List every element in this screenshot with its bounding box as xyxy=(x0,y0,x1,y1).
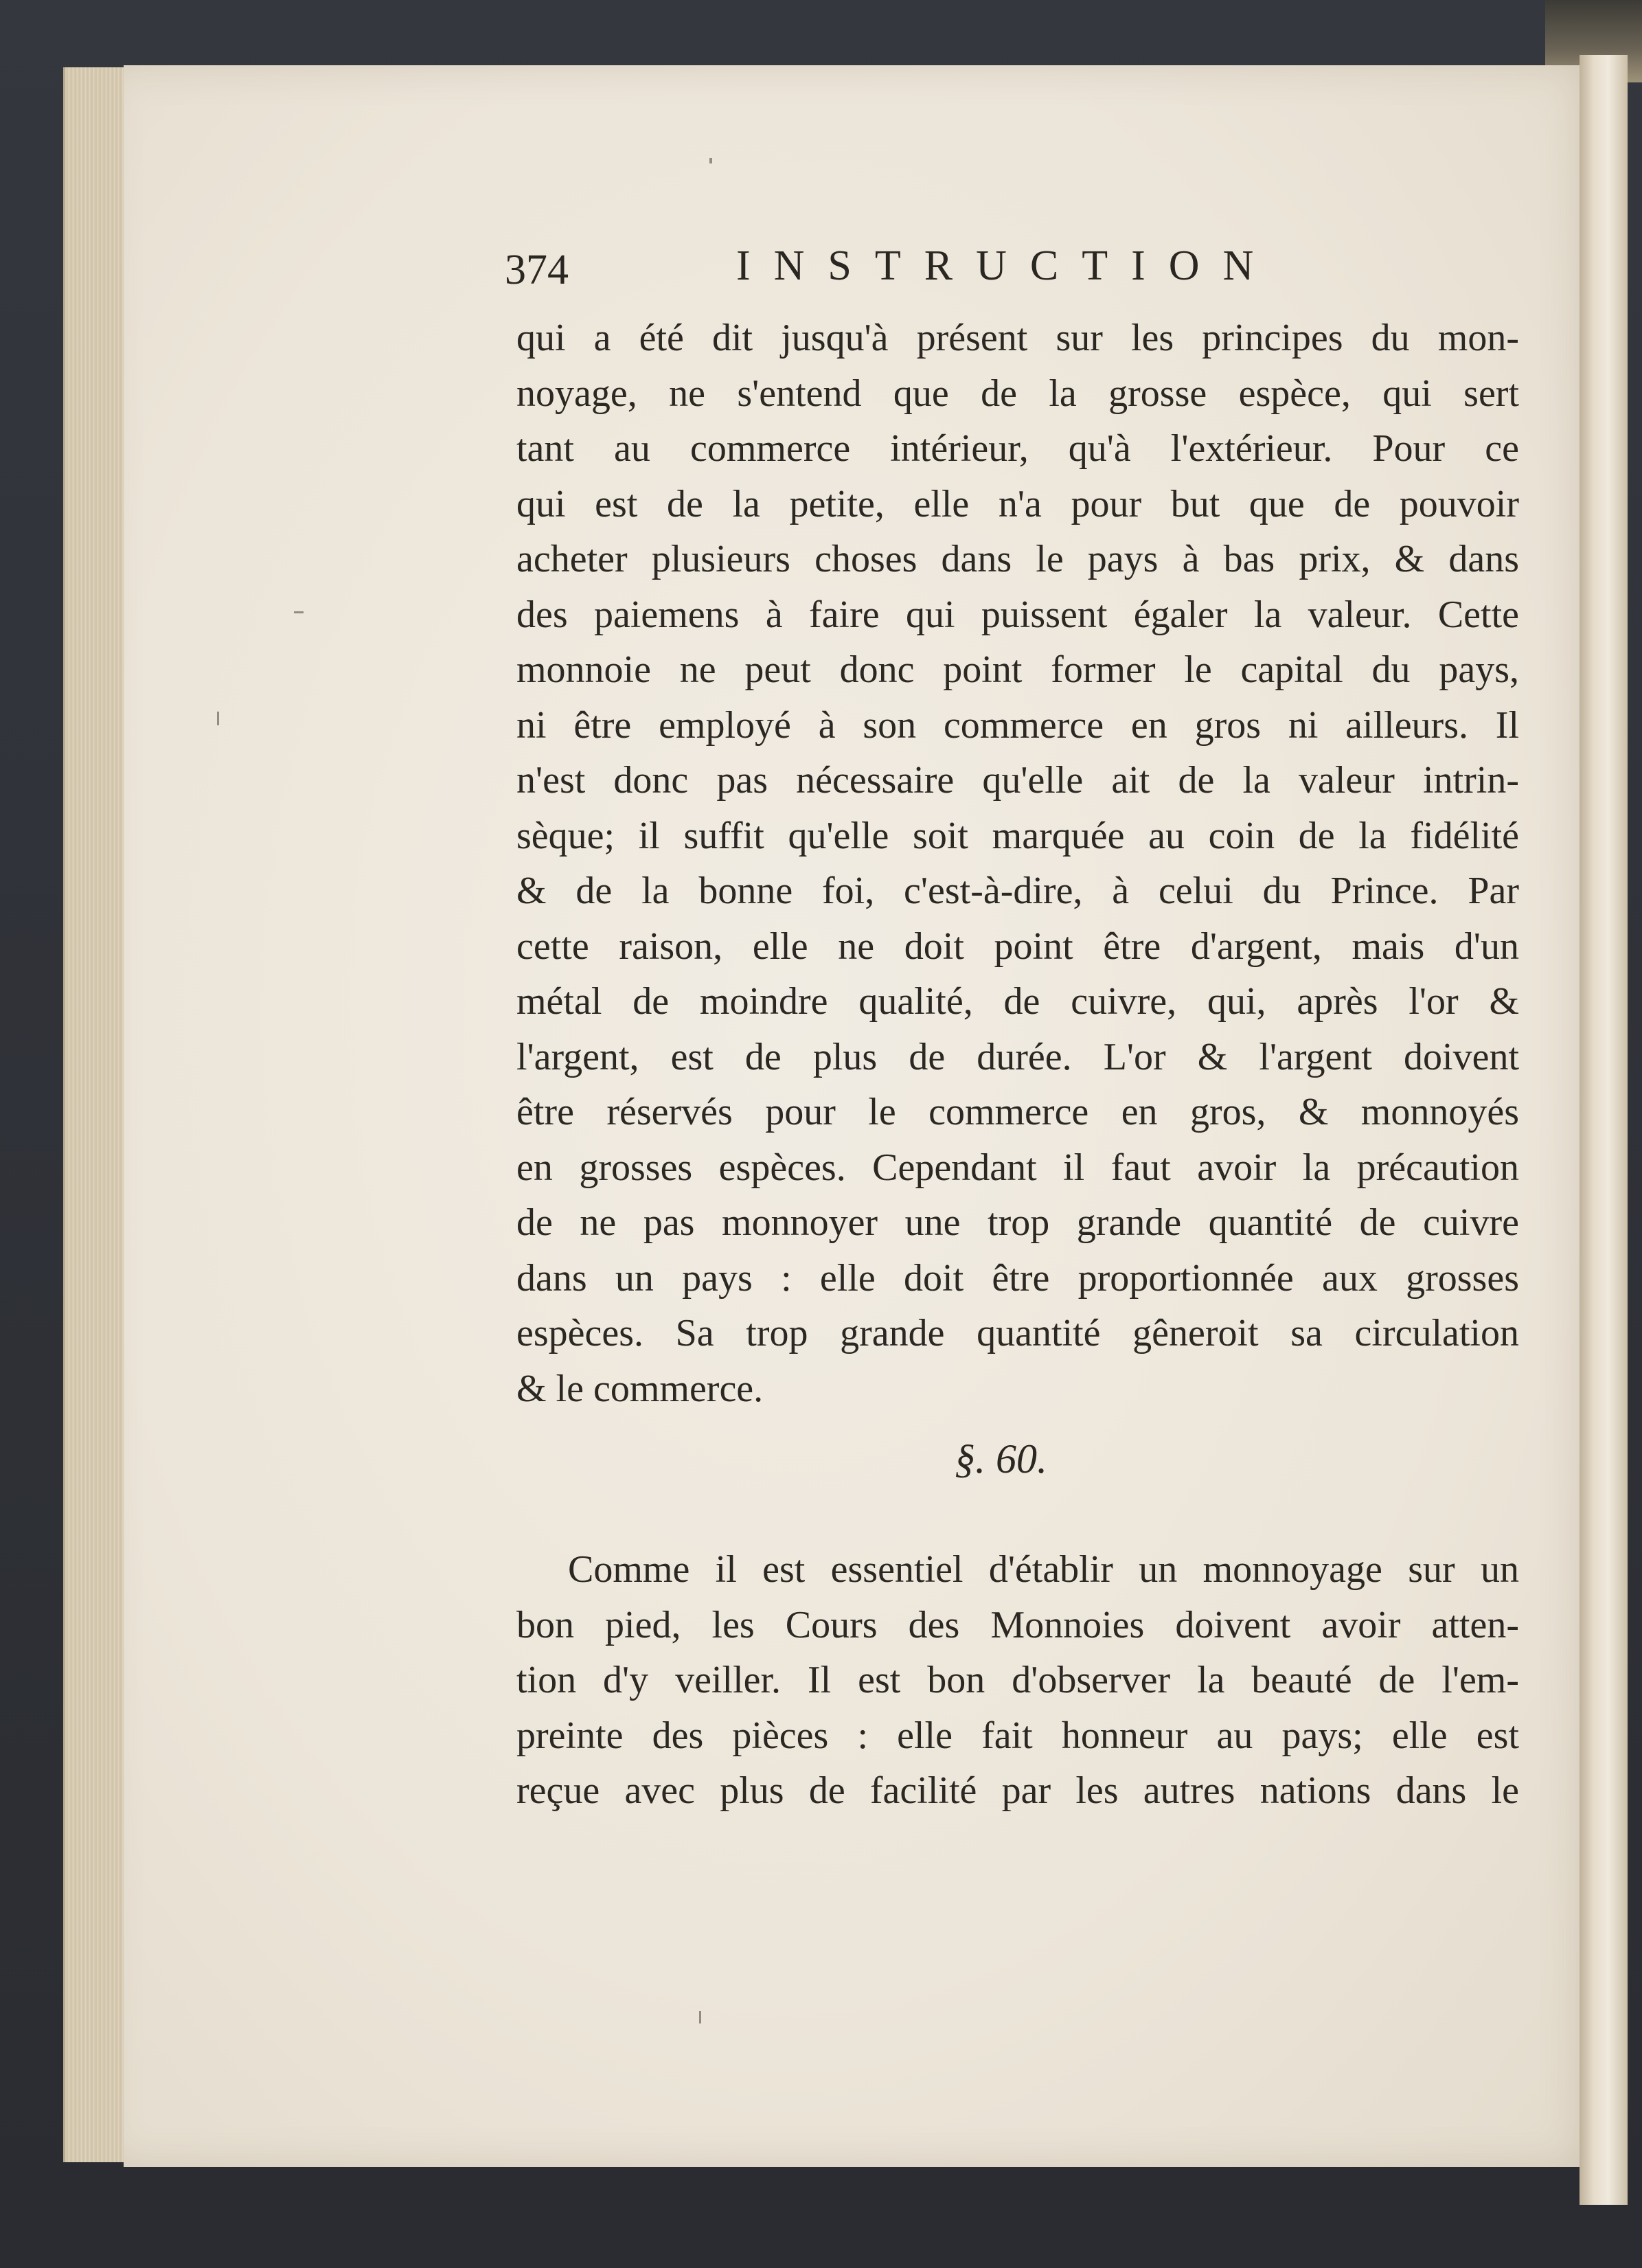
text-line: qui est de la petite, elle n'a pour but que de pouvoir xyxy=(516,482,1519,525)
text-line: cette raison, elle ne doit point être d'argent, mais d'un xyxy=(516,925,1519,968)
text-line: noyage, ne s'entend que de la grosse espèce, qui sert xyxy=(516,372,1519,415)
text-line: de ne pas monnoyer une trop grande quantité de cuivre xyxy=(516,1201,1519,1244)
text-line: être réservés pour le commerce en gros, & monnoyés xyxy=(516,1091,1519,1133)
section-text xyxy=(516,1542,1519,1819)
book-gutter xyxy=(1580,55,1628,2205)
text-line: tant au commerce intérieur, qu'à l'extérieur. Pour ce xyxy=(516,427,1519,470)
page-number: 374 xyxy=(505,247,569,293)
text-line: monnoie ne peut donc point former le capital du pays, xyxy=(516,648,1519,691)
text-line: n'est donc pas nécessaire qu'elle ait de la valeur intrin- xyxy=(516,759,1519,802)
text-line: l'argent, est de plus de durée. L'or & l'argent doivent xyxy=(516,1035,1519,1078)
running-head: INSTRUCTION xyxy=(736,242,1277,289)
text-line: tion d'y veiller. Il est bon d'observer la beauté de l'em- xyxy=(516,1659,1519,1701)
text-line: des paiemens à faire qui puissent égaler la valeur. Cette xyxy=(516,593,1519,636)
text-line: sèque; il suffit qu'elle soit marquée au coin de la fidélité xyxy=(516,814,1519,857)
text-line: espèces. Sa trop grande quantité gêneroit sa circulation xyxy=(516,1312,1519,1354)
paper-speck xyxy=(709,158,712,163)
text-line: métal de moindre qualité, de cuivre, qui, après l'or & xyxy=(516,980,1519,1023)
text-line: dans un pays : elle doit être proportionnée aux grosses xyxy=(516,1256,1519,1300)
text-line: & de la bonne foi, c'est-à-dire, à celui du Prince. Par xyxy=(516,870,1519,912)
text-line: ni être employé à son commerce en gros ni ailleurs. Il xyxy=(516,703,1519,747)
section-heading: §. 60. xyxy=(955,1436,1047,1482)
text-line: qui a été dit jusqu'à présent sur les principes du mon- xyxy=(516,317,1519,359)
text-line: preinte des pièces : elle fait honneur au pays; elle est xyxy=(516,1714,1519,1757)
paper-speck xyxy=(699,2011,701,2023)
body-text xyxy=(516,310,1519,1416)
text-line: & le commerce. xyxy=(516,1367,764,1410)
text-line: acheter plusieurs choses dans le pays à bas prix, & dans xyxy=(516,538,1519,580)
paper-speck xyxy=(217,712,219,725)
text-line: reçue avec plus de facilité par les autres nations dans le xyxy=(516,1769,1519,1812)
paper-speck xyxy=(294,611,304,613)
text-line: en grosses espèces. Cependant il faut avoir la précaution xyxy=(516,1146,1519,1189)
text-line: bon pied, les Cours des Monnoies doivent avoir atten- xyxy=(516,1603,1519,1646)
text-line: Comme il est essentiel d'établir un monnoyage sur un xyxy=(568,1548,1519,1591)
